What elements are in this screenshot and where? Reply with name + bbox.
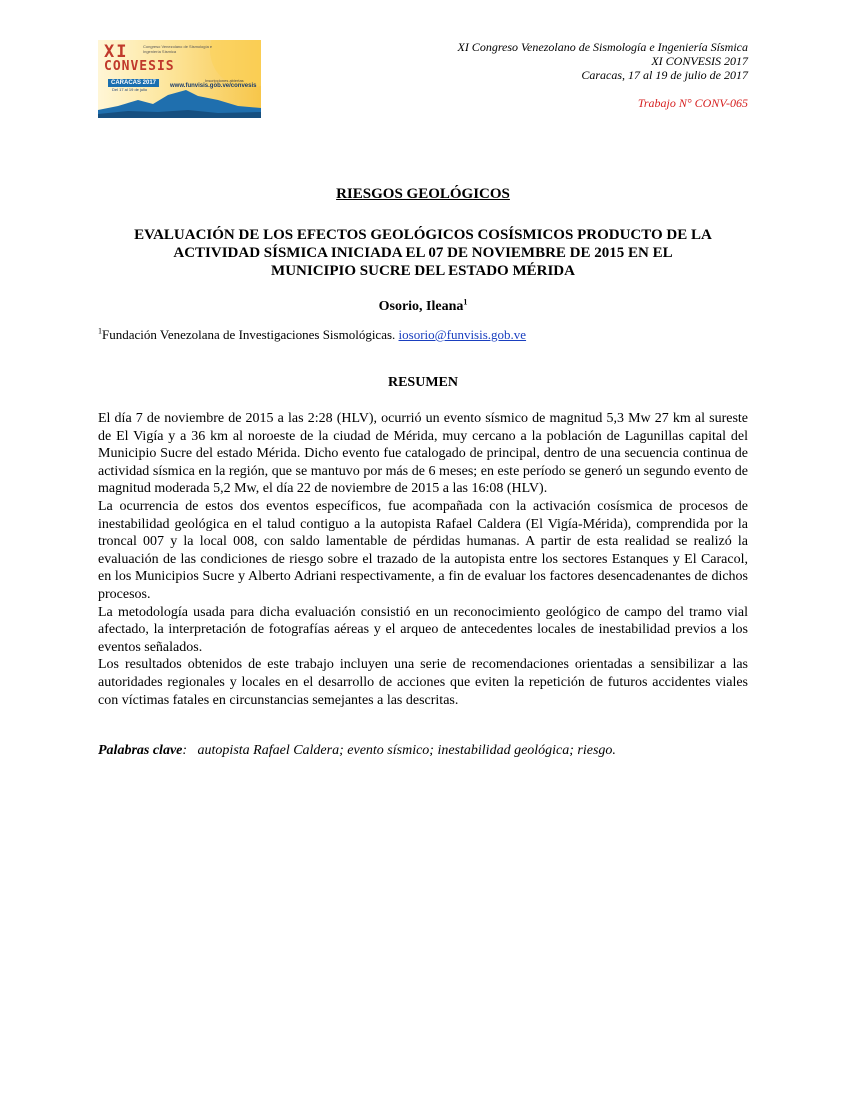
- conference-logo: [98, 40, 261, 118]
- header-congress: XI Congreso Venezolano de Sismología e Ingeniería Sísmica: [457, 40, 748, 54]
- logo-name: CONVESIS: [104, 59, 175, 74]
- author-affiliation-mark: 1: [463, 297, 468, 307]
- abstract-heading: RESUMEN: [387, 375, 458, 390]
- author-name: Osorio, Ileana: [378, 299, 464, 314]
- logo-dates: Del 17 al 19 de julio: [112, 87, 148, 92]
- affiliation-mark: 1: [98, 326, 102, 336]
- logo-roman-numeral: XI: [104, 42, 129, 62]
- title-line: MUNICIPIO SUCRE DEL ESTADO MÉRIDA: [271, 263, 575, 279]
- author: [98, 299, 748, 315]
- logo-city: CARACAS 2017: [108, 79, 159, 87]
- logo-registration: Inscripciones abiertas: [205, 78, 244, 83]
- header-edition: XI CONVESIS 2017: [651, 54, 748, 68]
- title-line: EVALUACIÓN DE LOS EFECTOS GEOLÓGICOS COSÍSMICOS PRODUCTO DE LA: [134, 227, 712, 243]
- logo-url: www.funvisis.gob.ve/convesis: [170, 83, 257, 89]
- header-location-date: Caracas, 17 al 19 de julio de 2017: [581, 68, 748, 82]
- logo-subtitle: Congreso Venezolano de Sismología e Ingeniería Sísmica: [143, 44, 213, 54]
- author-email-link[interactable]: iosorio@funvisis.gob.ve: [398, 327, 527, 342]
- abstract-body: [98, 410, 748, 709]
- running-header: [457, 40, 748, 110]
- abstract-paragraph: El día 7 de noviembre de 2015 a las 2:28 (HLV), ocurrió un evento sísmico de magnitud 5,3 Mw 27 km al sureste de El Vigía y a 36 km al noroeste de la ciudad de Mérida, muy cercano a la población de Lagunillas capital del Municipio Sucre del estado Mérida. Dicho evento fue catalogado de principal, dentro de una secuencia continua de actividad sísmica en la región, que se mantuvo por más de 6 meses; en este período se generó un segundo evento de magnitud moderada 5,2 Mw, el día 22 de noviembre de 2015 a las 16:08 (HLV).: [98, 411, 748, 497]
- affiliation-text: Fundación Venezolana de Investigaciones Sismológicas.: [102, 327, 399, 342]
- abstract-paragraph: Los resultados obtenidos de este trabajo incluyen una serie de recomendaciones orientadas a sensibilizar a las autoridades regionales y locales en el desarrollo de acciones que eviten la repetición de futuros accidentes viales con víctimas fatales en circunstancias semejantes a las descritas.: [98, 657, 748, 708]
- paper-id: Trabajo N° CONV-065: [637, 96, 748, 110]
- affiliation: [98, 327, 526, 343]
- keywords: Palabras clave: autopista Rafael Caldera; evento sísmico; inestabilidad geológica; riesgo.: [98, 743, 616, 758]
- keywords-label: Palabras clave: [98, 743, 183, 758]
- title-line: ACTIVIDAD SÍSMICA INICIADA EL 07 DE NOVIEMBRE DE 2015 EN EL: [173, 245, 673, 261]
- keywords-text: autopista Rafael Caldera; evento sísmico; inestabilidad geológica; riesgo.: [197, 743, 616, 758]
- abstract-paragraph: La metodología usada para dicha evaluación consistió en un reconocimiento geológico de campo del tramo vial afectado, la interpretación de fotografías aéreas y el arqueo de antecedentes locales de inestabilidad previos a los eventos señalados.: [98, 604, 748, 655]
- paper-title: [98, 226, 748, 280]
- abstract-paragraph: La ocurrencia de estos dos eventos específicos, fue acompañada con la activación cosísmica de procesos de inestabilidad geológica en el talud contiguo a la autopista Rafael Caldera (El Vigía-Mérida), comprendida por la troncal 007 y la local 008, con saldo lamentable de pérdidas humanas. A partir de esta realidad se realizó la evaluación de las condiciones de riesgo sobre el trazado de la autopista entre los sectores Estanques y El Caracol, en los Municipios Sucre y Alberto Adriani respectivamente, a fin de evaluar los factores desencadenantes de dichos procesos.: [98, 498, 748, 602]
- section-heading: RIESGOS GEOLÓGICOS: [336, 186, 510, 202]
